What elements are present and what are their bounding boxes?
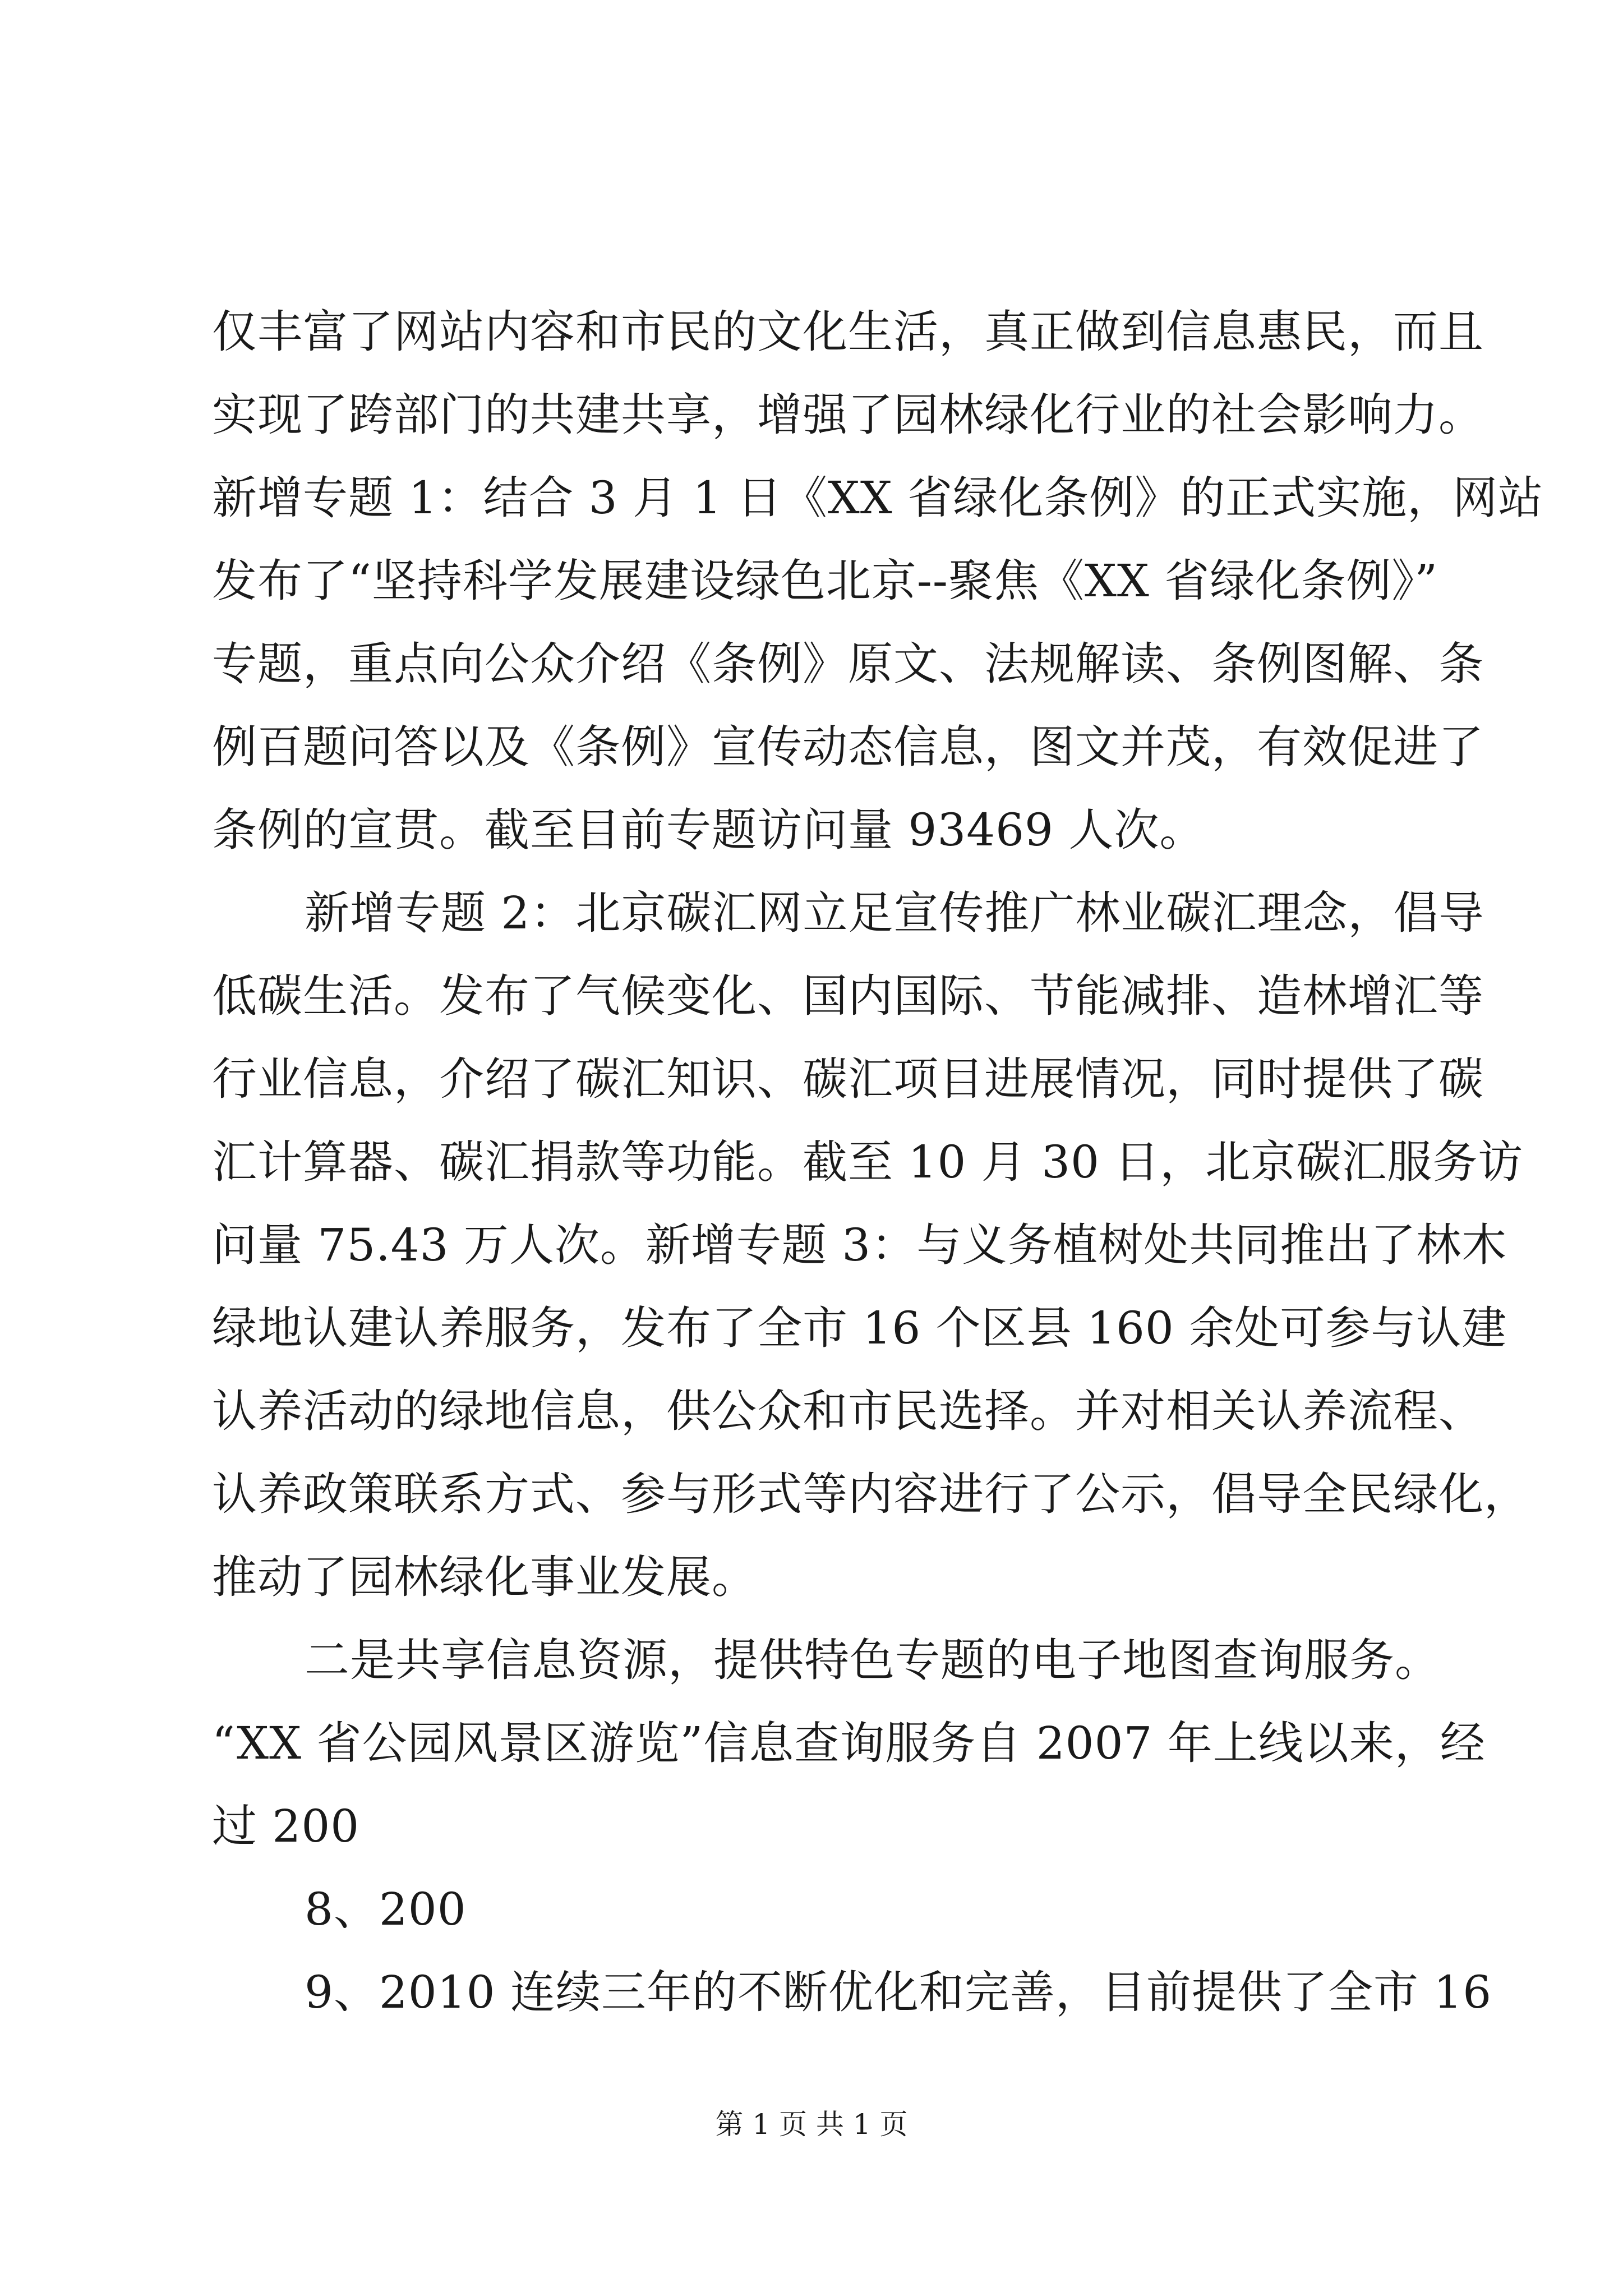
text-line: 过 200 xyxy=(212,1800,360,1852)
text-line: 汇计算器、碳汇捐款等功能。截至 10 月 30 日，北京碳汇服务访 xyxy=(212,1136,1524,1188)
text-line: 实现了跨部门的共建共享，增强了园林绿化行业的社会影响力。 xyxy=(212,389,1484,441)
text-line: 发布了“坚持科学发展建设绿色北京--聚焦《XX 省绿化条例》” xyxy=(212,555,1438,607)
page-footer: 第 1 页 共 1 页 xyxy=(715,2108,908,2141)
text-line: 认养活动的绿地信息，供公众和市民选择。并对相关认养流程、 xyxy=(212,1385,1484,1437)
text-line: 行业信息，介绍了碳汇知识、碳汇项目进展情况，同时提供了碳 xyxy=(212,1053,1484,1105)
text-line: 绿地认建认养服务，发布了全市 16 个区县 160 余处可参与认建 xyxy=(212,1302,1507,1354)
text-line: 专题，重点向公众介绍《条例》原文、法规解读、条例图解、条 xyxy=(212,638,1484,690)
paragraph-start-line: 9、2010 连续三年的不断优化和完善，目前提供了全市 16 xyxy=(305,1966,1492,2018)
text-line: 新增专题 1：结合 3 月 1 日《XX 省绿化条例》的正式实施，网站 xyxy=(212,472,1544,524)
text-line: 认养政策联系方式、参与形式等内容进行了公示，倡导全民绿化， xyxy=(212,1468,1529,1520)
text-line: 问量 75.43 万人次。新增专题 3：与义务植树处共同推出了林木 xyxy=(212,1219,1507,1271)
text-line: “XX 省公园风景区游览”信息查询服务自 2007 年上线以来，经 xyxy=(212,1717,1486,1769)
text-line: 例百题问答以及《条例》宣传动态信息，图文并茂，有效促进了 xyxy=(212,721,1484,773)
text-line: 推动了园林绿化事业发展。 xyxy=(212,1551,757,1603)
text-line: 低碳生活。发布了气候变化、国内国际、节能减排、造林增汇等 xyxy=(212,970,1484,1022)
document-body xyxy=(212,291,1544,2034)
paragraph-start-line: 新增专题 2：北京碳汇网立足宣传推广林业碳汇理念，倡导 xyxy=(305,887,1484,939)
text-line: 仅丰富了网站内容和市民的文化生活，真正做到信息惠民，而且 xyxy=(212,306,1484,358)
text-line: 条例的宣贯。截至目前专题访问量 93469 人次。 xyxy=(212,804,1205,856)
paragraph-start-line: 二是共享信息资源，提供特色专题的电子地图查询服务。 xyxy=(305,1634,1440,1686)
paragraph-start-line: 8、200 xyxy=(305,1883,467,1935)
